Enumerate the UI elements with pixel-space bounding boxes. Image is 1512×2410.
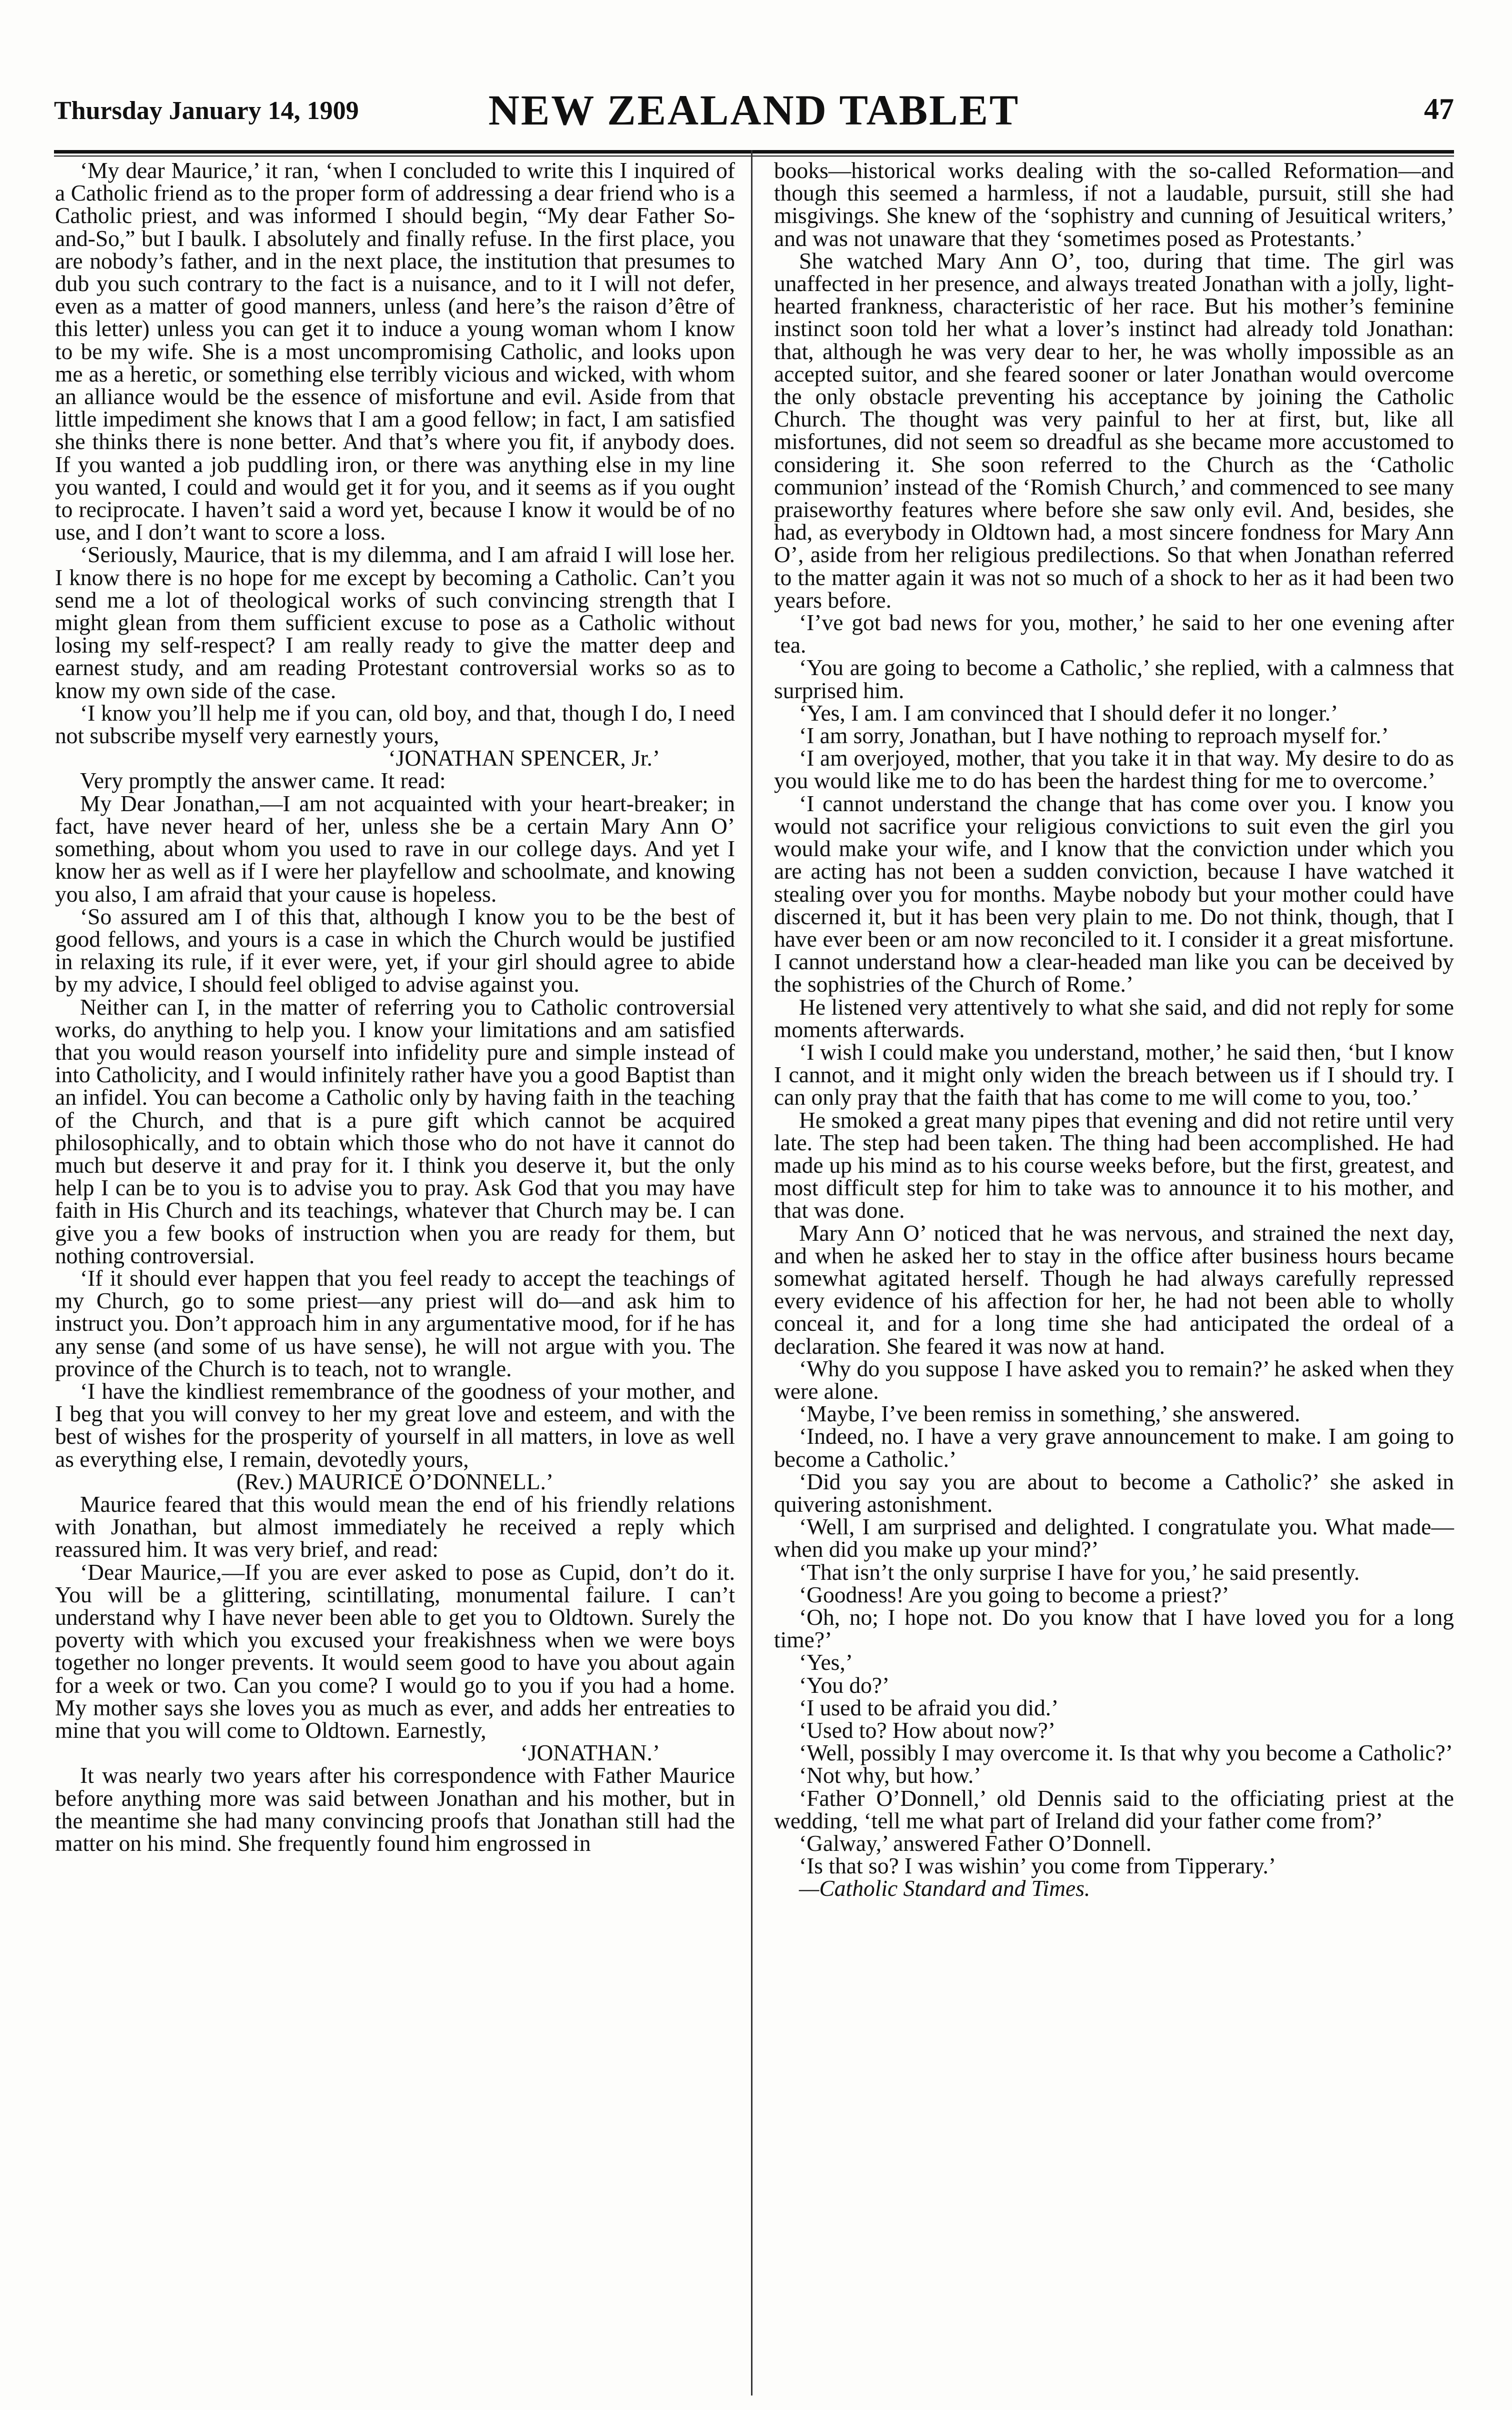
paragraph: He smoked a great many pipes that evening and did not retire until very late. The step had been taken. The thing had been accomplished. He had made up his mind as to his course weeks before, but the first, greatest, and most difficult step for him to take was to announce it to his mother, and that was done. — [774, 1107, 1454, 1223]
paragraph: ‘My dear Maurice,’ it ran, ‘when I concluded to write this I inquired of a Catholic friend as to the proper form of addressing a dear friend who is a Catholic priest, and was informed I should begin, “My dear Father So-and-So,” but I baulk. I absolutely and finally refuse. In the first place, you are nobody’s father, and in the next place, the institution that presumes to dub you such contrary to the fact is a nuisance, and to it I will not defer, even as a matter of good manners, unless (and here’s the raison d’être of this letter) unless you can get it to induce a young woman whom I know to be my wife. She is a most uncompromising Catholic, and looks upon me as a heretic, or something else terribly vicious and wicked, with whom an alliance would be the essence of misfortune and evil. Aside from that little impediment she knows that I am a good fellow; in fact, I am satisfied she thinks there is none better. And that’s where you fit, if anybody does. If you wanted a job puddling iron, or there was anything else in my line you wanted, I could and would get it for you, and it seems as if you ought to reciprocate. I haven’t said a word yet, because I know it would be of no use, and I don’t want to score a loss. — [55, 158, 735, 545]
paragraph: Neither can I, in the matter of referring you to Catholic controversial works, do anything to help you. I know your limitations and am satisfied that you would reason yourself into infidelity pure and simple instead of into Catholicity, and I would infinitely rather have you a good Baptist than an infidel. You can become a Catholic only by having faith in the teaching of the Church, and that is a pure gift which cannot be acquired philosophically, and to obtain which those who do not have it cannot do much but deserve it and pray for it. I think you deserve it, but the only help I can be to you is to advise you to pray. Ask God that you may have faith in His Church and its teachings, whatever that Church may be. I can give you a few books of instruction when you are ready for them, but nothing controversial. — [55, 994, 735, 1268]
paragraph: ‘Oh, no; I hope not. Do you know that I have loved you for a long time?’ — [774, 1604, 1454, 1653]
masthead-rule — [54, 150, 1454, 154]
paragraph: ‘Father O’Donnell,’ old Dennis said to the officiating priest at the wedding, ‘tell me what part of Ireland did your father come from?’ — [774, 1785, 1454, 1833]
paragraph: ‘I am overjoyed, mother, that you take it in that way. My desire to do as you would like me to do has been the hardest thing for me to overcome.’ — [774, 745, 1454, 794]
masthead — [54, 85, 1454, 145]
masthead-rule-thin — [54, 156, 1454, 157]
paragraph: ‘I cannot understand the change that has come over you. I know you would not sacrifice your religious convictions to suit even the girl you would make your wife, and I know that the conviction under which you are acting has not been a sudden conviction, because I have watched it stealing over you for months. Maybe nobody but your mother could have discerned it, but it has been very plain to me. Do not think, though, that I have ever been or am now reconciled to it. I consider it a great misfortune. I cannot understand how a clear-headed man like you can be deceived by the sophistries of the Church of Rome.’ — [774, 790, 1454, 997]
paragraph: ‘Used to? How about now?’ — [799, 1717, 1056, 1743]
paragraph: She watched Mary Ann O’, too, during that time. The girl was unaffected in her presence, and always treated Jonathan with a jolly, light-hearted frankness, characteristic of her race. But his mother’s feminine instinct soon told her what a lover’s instinct had already told Jonathan: that, although he was very dear to her, he was wholly impossible as an accepted suitor, and she feared sooner or later Jonathan would overcome the only obstacle preventing his acceptance by joining the Catholic Church. The thought was very painful to her at first, but, like all misfortunes, did not seem so dreadful as she became more accustomed to considering it. She soon referred to the Church as the ‘Catholic communion’ instead of the ‘Romish Church,’ and commenced to see many praiseworthy features where before she saw only evil. And, besides, she had, as everybody in Oldtown had, a most sincere fondness for Mary Ann O’, aside from her religious predilections. So that when Jonathan referred to the matter again it was not so much of a shock to her as it had been two years before. — [774, 248, 1454, 613]
paragraph: ‘That isn’t the only surprise I have for you,’ he said presently. — [799, 1559, 1360, 1585]
paragraph: ‘Indeed, no. I have a very grave announcement to make. I am going to become a Catholic.’ — [774, 1423, 1454, 1472]
right-column — [774, 159, 1454, 1900]
page-number: 47 — [1424, 93, 1454, 126]
paragraph: ‘Yes,’ — [799, 1649, 853, 1675]
paragraph: Maurice feared that this would mean the end of his friendly relations with Jonathan, but almost immediately he received a reply which reassured him. It was very brief, and read: — [55, 1491, 735, 1562]
issue-date: Thursday January 14, 1909 — [54, 97, 359, 125]
paragraph: ‘Is that so? I was wishin’ you come from Tipperary.’ — [799, 1853, 1276, 1879]
paragraph: ‘Goodness! Are you going to become a priest?’ — [799, 1581, 1230, 1607]
paragraph: ‘Why do you suppose I have asked you to remain?’ he asked when they were alone. — [774, 1355, 1454, 1404]
paragraph: ‘I wish I could make you understand, mother,’ he said then, ‘but I know I cannot, and it might only widen the breach between us if I should try. I can only pray that the faith that has come to me will come to you, too.’ — [774, 1039, 1454, 1110]
paragraph: ‘Well, possibly I may overcome it. Is that why you become a Catholic?’ — [799, 1740, 1453, 1766]
paragraph: ‘You are going to become a Catholic,’ she replied, with a calmness that surprised him. — [774, 655, 1454, 703]
paragraph: ‘Maybe, I’ve been remiss in something,’ she answered. — [799, 1401, 1300, 1427]
signature: (Rev.) MAURICE O’DONNELL.’ — [236, 1468, 554, 1494]
paragraph: ‘Seriously, Maurice, that is my dilemma, and I am afraid I will lose her. I know there is no hope for me except by becoming a Catholic. Can’t you send me a lot of theological works of such convincing strength that I might glean from them sufficient excuse to pose as a Catholic without losing my self-respect? I am really ready to give the matter deep and earnest study, and am reading Protestant controversial works so as to know my own side of the case. — [55, 542, 735, 703]
signature: ‘JONATHAN.’ — [520, 1740, 660, 1766]
paragraph: ‘I am sorry, Jonathan, but I have nothing to reproach myself for.’ — [799, 723, 1389, 749]
paragraph: ‘I used to be afraid you did.’ — [799, 1694, 1059, 1720]
paragraph: ‘You do?’ — [799, 1672, 890, 1698]
newspaper-title: NEW ZEALAND TABLET — [488, 86, 1020, 134]
paragraph: ‘I’ve got bad news for you, mother,’ he said to her one evening after tea. — [774, 610, 1454, 658]
paragraph: It was nearly two years after his correspondence with Father Maurice before anything more was said between Jonathan and his mother, but in the meantime she had many convincing proofs that Jonathan still had the matter on his mind. She frequently found him engrossed in — [55, 1762, 735, 1856]
paragraph: ‘I have the kindliest remembrance of the goodness of your mother, and I beg that you will convey to her my great love and esteem, and with the best of wishes for the prosperity of yourself in all matters, in love as well as everything else, I remain, devotedly yours, — [55, 1378, 735, 1472]
paragraph: ‘Galway,’ answered Father O’Donnell. — [799, 1830, 1152, 1856]
paragraph: ‘Not why, but how.’ — [799, 1762, 982, 1788]
paragraph: ‘If it should ever happen that you feel ready to accept the teachings of my Church, go to some priest—any priest will do—and ask him to instruct you. Don’t approach him in any argumentative mood, for if he has any sense (and some of us have sense), he will not argue with you. The province of the Church is to teach, not to wrangle. — [55, 1265, 735, 1381]
paragraph: books—historical works dealing with the so-called Reformation—and though this seemed a harmless, if not a laudable, pursuit, still she had misgivings. She knew of the ‘sophistry and cunning of Jesuitical writers,’ and was not unaware that they ‘sometimes posed as Protestants.’ — [774, 158, 1454, 251]
paragraph: ‘Yes, I am. I am convinced that I should defer it no longer.’ — [799, 700, 1338, 726]
paragraph: ‘I know you’ll help me if you can, old boy, and that, though I do, I need not subscribe myself very earnestly yours, — [55, 700, 735, 749]
paragraph: ‘Dear Maurice,—If you are ever asked to pose as Cupid, don’t do it. You will be a glittering, scintillating, monumental failure. I can’t understand why I have never been able to get you to Oldtown. Surely the poverty with which you excused your freakishness when we were boys together no longer prevents. It would seem good to have you about again for a week or two. Can you come? I would go to you if you had a home. My mother says she loves you as much as ever, and adds her entreaties to mine that you will come to Oldtown. Earnestly, — [55, 1559, 735, 1743]
paragraph: Very promptly the answer came. It read: — [80, 768, 446, 794]
paragraph: He listened very attentively to what she said, and did not reply for some moments afterwards. — [774, 994, 1454, 1042]
paragraph: Mary Ann O’ noticed that he was nervous, and strained the next day, and when he asked her to stay in the office after business hours became somewhat agitated herself. Though he had always carefully repressed every evidence of his affection for her, he had not been able to wholly conceal it, and for a long time she had anticipated the ordeal of a declaration. She feared it was now at hand. — [774, 1220, 1454, 1359]
column-divider — [751, 150, 752, 2395]
signature: ‘JONATHAN SPENCER, Jr.’ — [388, 745, 660, 771]
paragraph: ‘So assured am I of this that, although I know you to be the best of good fellows, and yours is a case in which the Church would be justified in relaxing its rule, if it ever were, yet, if your girl should agree to abide by my advice, I should feel obliged to advise against you. — [55, 903, 735, 997]
left-column — [55, 159, 735, 1854]
paragraph: ‘Did you say you are about to become a Catholic?’ she asked in quivering astonishment. — [774, 1468, 1454, 1517]
paragraph: ‘Well, I am surprised and delighted. I congratulate you. What made—when did you make up your mind?’ — [774, 1514, 1454, 1562]
source-credit: —Catholic Standard and Times. — [799, 1875, 1090, 1901]
paragraph: My Dear Jonathan,—I am not acquainted with your heart-breaker; in fact, have never heard of her, unless she be a certain Mary Ann O’ something, about whom you used to rave in our college days. And yet I know her as well as if I were her playfellow and schoolmate, and knowing you also, I am afraid that your cause is hopeless. — [55, 790, 735, 907]
